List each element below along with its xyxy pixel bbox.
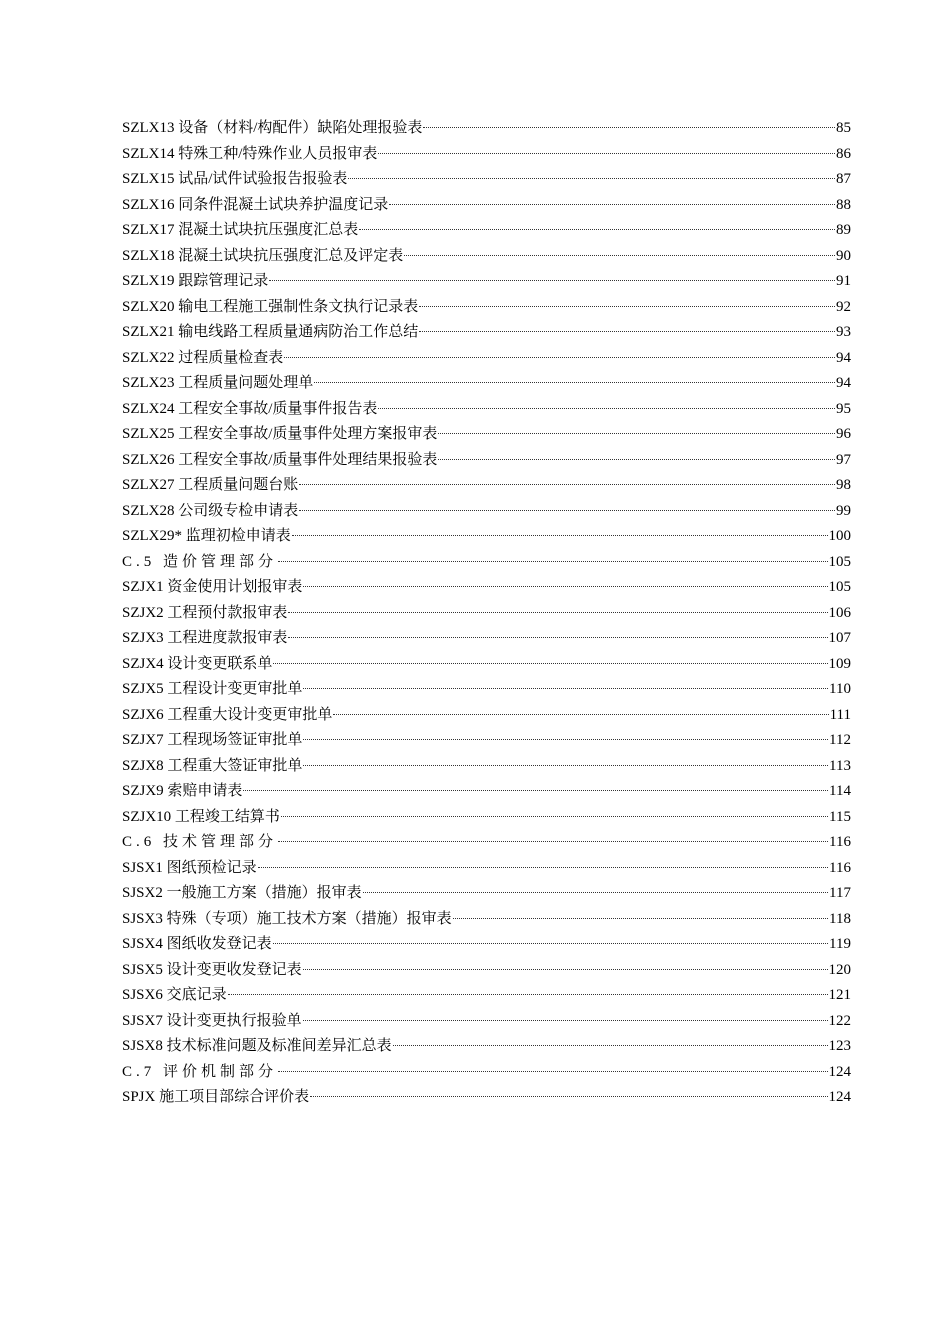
toc-entry[interactable] [122, 677, 851, 703]
toc-entry-page-number: 93 [836, 324, 851, 340]
toc-entry[interactable] [122, 346, 851, 372]
toc-entry-page-number: 94 [836, 349, 851, 366]
toc-entry[interactable] [122, 397, 851, 423]
toc-entry-page-number: 106 [828, 604, 851, 621]
toc-entry[interactable] [122, 983, 851, 1009]
toc-entry[interactable] [122, 703, 851, 729]
toc-entry-page-number: 115 [829, 808, 851, 825]
toc-entry-title: SZLX14 特殊工种/特殊作业人员报审表 [122, 145, 378, 162]
toc-entry-title: SZLX19 跟踪管理记录 [122, 273, 269, 289]
toc-entry-page-number: 94 [836, 375, 851, 391]
toc-entry[interactable] [122, 499, 851, 525]
toc-entry-title: SZLX21 输电线路工程质量通病防治工作总结 [122, 324, 419, 340]
toc-entry-page-number: 97 [836, 451, 851, 468]
toc-entry-page-number: 107 [828, 630, 851, 646]
toc-entry-page-number: 95 [836, 400, 851, 417]
toc-entry-title: SZLX27 工程质量问题台账 [122, 477, 299, 493]
toc-entry-title: SZLX28 公司级专检申请表 [122, 502, 299, 519]
toc-entry[interactable] [122, 371, 851, 397]
toc-entry-title: C.6 技术管理部分 [122, 834, 278, 850]
dot-leader [273, 663, 827, 664]
toc-entry-page-number: 111 [829, 706, 851, 723]
toc-entry[interactable] [122, 958, 851, 984]
toc-entry-page-number: 90 [836, 247, 851, 264]
toc-entry-title: SZJX2 工程预付款报审表 [122, 604, 288, 621]
toc-entry[interactable] [122, 1085, 851, 1111]
toc-entry-page-number: 88 [836, 196, 851, 213]
toc-entry[interactable] [122, 856, 851, 882]
toc-entry-title: SZLX29* 监理初检申请表 [122, 528, 291, 544]
dot-leader [378, 153, 835, 154]
toc-entry-page-number: 112 [829, 732, 851, 748]
toc-entry-page-number: 120 [828, 961, 851, 978]
dot-leader [393, 1045, 828, 1046]
toc-entry-page-number: 105 [828, 579, 851, 595]
toc-entry-title: SZJX4 设计变更联系单 [122, 655, 273, 672]
toc-entry-title: SZJX10 工程竣工结算书 [122, 808, 280, 825]
dot-leader [310, 1096, 827, 1097]
toc-entry-page-number: 123 [828, 1038, 851, 1054]
toc-entry-title: SZLX24 工程安全事故/质量事件报告表 [122, 400, 378, 417]
dot-leader [288, 612, 827, 613]
dot-leader [389, 204, 835, 205]
toc-entry[interactable] [122, 167, 851, 193]
toc-entry[interactable] [122, 320, 851, 346]
toc-entry-title: SJSX3 特殊（专项）施工技术方案（措施）报审表 [122, 910, 452, 927]
toc-entry-title: SJSX8 技术标准问题及标准间差异汇总表 [122, 1038, 392, 1054]
toc-entry[interactable] [122, 626, 851, 652]
toc-entry[interactable] [122, 754, 851, 780]
toc-entry-page-number: 121 [828, 987, 851, 1003]
toc-entry-title: SZJX9 索赔申请表 [122, 783, 243, 799]
dot-leader [269, 280, 835, 281]
toc-entry-title: SZJX7 工程现场签证审批单 [122, 732, 303, 748]
toc-entry[interactable] [122, 728, 851, 754]
toc-entry-title: SZJX1 资金使用计划报审表 [122, 579, 303, 595]
toc-entry-page-number: 99 [836, 502, 851, 519]
toc-entry-title: SZJX3 工程进度款报审表 [122, 630, 288, 646]
dot-leader [299, 510, 835, 511]
dot-leader [314, 382, 835, 383]
toc-entry-page-number: 85 [836, 120, 851, 136]
toc-entry[interactable] [122, 1034, 851, 1060]
toc-entry-page-number: 119 [829, 936, 851, 952]
toc-entry[interactable] [122, 295, 851, 321]
toc-entry-page-number: 124 [828, 1089, 851, 1105]
dot-leader [278, 1071, 827, 1072]
toc-entry-title: SZLX23 工程质量问题处理单 [122, 375, 314, 391]
toc-entry-title: SZLX17 混凝土试块抗压强度汇总表 [122, 222, 359, 238]
toc-entry-title: SZLX16 同条件混凝土试块养护温度记录 [122, 196, 389, 213]
toc-section-heading[interactable] [122, 1060, 851, 1086]
toc-entry-page-number: 117 [829, 885, 851, 901]
dot-leader [453, 918, 828, 919]
dot-leader [303, 765, 828, 766]
dot-leader [258, 867, 828, 868]
toc-entry[interactable] [122, 524, 851, 550]
toc-entry-page-number: 113 [829, 757, 851, 774]
toc-entry-page-number: 89 [836, 222, 851, 238]
dot-leader [404, 255, 835, 256]
toc-entry-title: SZLX20 输电工程施工强制性条文执行记录表 [122, 298, 419, 315]
dot-leader [333, 714, 828, 715]
toc-entry-page-number: 122 [828, 1012, 851, 1029]
dot-leader [303, 739, 828, 740]
toc-section-heading[interactable] [122, 830, 851, 856]
dot-leader [273, 943, 828, 944]
dot-leader [423, 127, 835, 128]
toc-entry-page-number: 105 [828, 553, 851, 570]
dot-leader [359, 229, 835, 230]
toc-entry[interactable] [122, 193, 851, 219]
toc-entry-title: SZLX15 试品/试件试验报告报验表 [122, 171, 348, 187]
toc-entry-page-number: 98 [836, 477, 851, 493]
dot-leader [228, 994, 828, 995]
toc-entry[interactable] [122, 779, 851, 805]
toc-entry-page-number: 87 [836, 171, 851, 187]
toc-entry-title: C.7 评价机制部分 [122, 1063, 278, 1080]
toc-entry-title: SJSX1 图纸预检记录 [122, 859, 257, 876]
toc-entry-title: SPJX 施工项目部综合评价表 [122, 1089, 310, 1105]
toc-entry[interactable] [122, 575, 851, 601]
toc-entry[interactable] [122, 116, 851, 142]
toc-entry-title: SZJX5 工程设计变更审批单 [122, 681, 303, 697]
dot-leader [303, 969, 828, 970]
dot-leader [288, 637, 827, 638]
dot-leader [348, 178, 835, 179]
toc-entry-title: SJSX5 设计变更收发登记表 [122, 961, 302, 978]
toc-entry-title: SJSX7 设计变更执行报验单 [122, 1012, 302, 1029]
toc-entry-page-number: 124 [828, 1063, 851, 1080]
toc-entry-title: C.5 造价管理部分 [122, 553, 278, 570]
toc-entry[interactable] [122, 448, 851, 474]
toc-entry[interactable] [122, 805, 851, 831]
dot-leader [299, 484, 835, 485]
dot-leader [438, 459, 835, 460]
dot-leader [243, 790, 828, 791]
dot-leader [419, 331, 835, 332]
toc-entry[interactable] [122, 652, 851, 678]
toc-entry-page-number: 96 [836, 426, 851, 442]
toc-entry-title: SZLX13 设备（材料/构配件）缺陷处理报验表 [122, 120, 423, 136]
toc-entry[interactable] [122, 1009, 851, 1035]
dot-leader [438, 433, 835, 434]
toc-entry-title: SZJX8 工程重大签证审批单 [122, 757, 303, 774]
toc-entry-page-number: 114 [829, 783, 851, 799]
toc-entry[interactable] [122, 601, 851, 627]
toc-entry[interactable] [122, 269, 851, 295]
toc-entry-page-number: 118 [829, 910, 851, 927]
dot-leader [278, 841, 828, 842]
dot-leader [363, 892, 828, 893]
toc-entry[interactable] [122, 142, 851, 168]
dot-leader [378, 408, 835, 409]
toc-entry-title: SJSX4 图纸收发登记表 [122, 936, 272, 952]
toc-entry-title: SJSX2 一般施工方案（措施）报审表 [122, 885, 362, 901]
dot-leader [292, 535, 828, 536]
toc-entry[interactable] [122, 473, 851, 499]
dot-leader [419, 306, 835, 307]
dot-leader [284, 357, 835, 358]
toc-entry-page-number: 100 [828, 528, 851, 544]
toc-entry-page-number: 92 [836, 298, 851, 315]
toc-entry-title: SZLX22 过程质量检查表 [122, 349, 284, 366]
toc-entry[interactable] [122, 244, 851, 270]
toc-section-heading[interactable] [122, 550, 851, 576]
toc-entry-page-number: 116 [829, 834, 851, 850]
toc-entry-page-number: 86 [836, 145, 851, 162]
toc-entry-title: SZJX6 工程重大设计变更审批单 [122, 706, 333, 723]
table-of-contents [122, 116, 851, 1111]
toc-entry-page-number: 116 [829, 859, 851, 876]
toc-entry[interactable] [122, 881, 851, 907]
toc-entry-page-number: 109 [828, 655, 851, 672]
dot-leader [281, 816, 828, 817]
dot-leader [278, 561, 827, 562]
toc-entry-page-number: 110 [829, 681, 851, 697]
dot-leader [303, 688, 828, 689]
toc-entry-title: SZLX18 混凝土试块抗压强度汇总及评定表 [122, 247, 404, 264]
toc-entry-title: SJSX6 交底记录 [122, 987, 227, 1003]
toc-entry[interactable] [122, 932, 851, 958]
toc-entry-page-number: 91 [836, 273, 851, 289]
toc-entry-title: SZLX26 工程安全事故/质量事件处理结果报验表 [122, 451, 438, 468]
toc-entry[interactable] [122, 422, 851, 448]
dot-leader [303, 586, 827, 587]
dot-leader [303, 1020, 828, 1021]
toc-entry[interactable] [122, 907, 851, 933]
toc-entry-title: SZLX25 工程安全事故/质量事件处理方案报审表 [122, 426, 438, 442]
toc-entry[interactable] [122, 218, 851, 244]
